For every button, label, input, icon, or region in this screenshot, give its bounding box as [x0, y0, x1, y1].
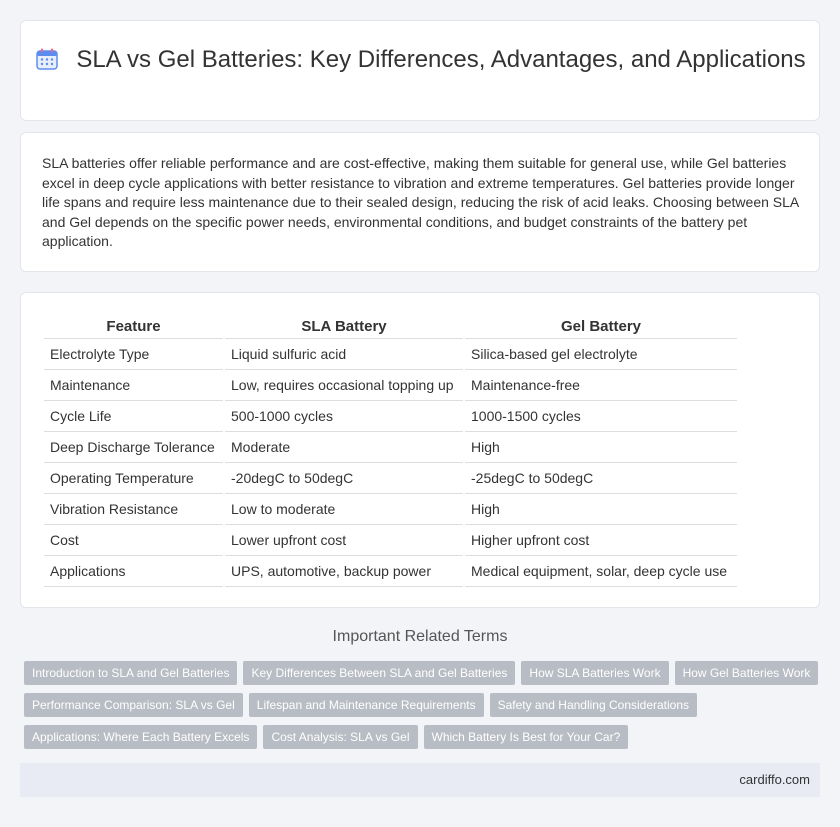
tag-row: [24, 661, 824, 693]
table-row: [44, 494, 737, 525]
page-title: [21, 45, 821, 74]
summary-text: SLA batteries offer reliable performance and are cost-effective, making them suitable for general use, while Gel batteries excel in deep cycle applications with better resistance to vibration and extreme temperatures. Gel batteries provide longer life spans and require less maintenance due to their sealed design, reducing the risk of acid leaks. Choosing between SLA and Gel depends on the specific power needs, environmental conditions, and budget constraints of the battery pet application.: [42, 155, 799, 250]
table-row: [44, 339, 737, 370]
calendar-icon: [36, 48, 58, 70]
table-cell: Low, requires occasional topping up: [225, 370, 463, 401]
table-cell: Applications: [44, 556, 223, 587]
table-cell: Moderate: [225, 432, 463, 463]
table-cell: Liquid sulfuric acid: [225, 339, 463, 370]
tag-row: [24, 725, 824, 757]
table-row: [44, 556, 737, 587]
column-header: Gel Battery: [465, 315, 737, 339]
table-cell: Low to moderate: [225, 494, 463, 525]
related-term-tag[interactable]: How Gel Batteries Work: [675, 661, 819, 685]
column-header: SLA Battery: [225, 315, 463, 339]
table-cell: Maintenance: [44, 370, 223, 401]
table-cell: Cycle Life: [44, 401, 223, 432]
summary-card: [20, 132, 820, 272]
table-cell: Operating Temperature: [44, 463, 223, 494]
table-cell: -25degC to 50degC: [465, 463, 737, 494]
related-term-tag[interactable]: Introduction to SLA and Gel Batteries: [24, 661, 237, 685]
page-title-text: SLA vs Gel Batteries: Key Differences, Advantages, and Applications: [76, 46, 806, 73]
table-cell: Deep Discharge Tolerance: [44, 432, 223, 463]
title-card: [20, 20, 820, 121]
table-row: [44, 370, 737, 401]
table-cell: 500-1000 cycles: [225, 401, 463, 432]
footer: [20, 763, 820, 797]
comparison-card: [20, 292, 820, 608]
tag-row: [24, 693, 824, 725]
related-term-tag[interactable]: Key Differences Between SLA and Gel Batteries: [243, 661, 515, 685]
table-cell: Medical equipment, solar, deep cycle use: [465, 556, 737, 587]
table-row: [44, 432, 737, 463]
table-cell: UPS, automotive, backup power: [225, 556, 463, 587]
table-row: [44, 463, 737, 494]
table-cell: Lower upfront cost: [225, 525, 463, 556]
table-header-row: [44, 315, 737, 339]
related-terms-list: [24, 661, 824, 757]
related-term-tag[interactable]: How SLA Batteries Work: [521, 661, 668, 685]
table-cell: Maintenance-free: [465, 370, 737, 401]
related-term-tag[interactable]: Cost Analysis: SLA vs Gel: [263, 725, 417, 749]
table-cell: High: [465, 494, 737, 525]
table-cell: Cost: [44, 525, 223, 556]
related-term-tag[interactable]: Performance Comparison: SLA vs Gel: [24, 693, 243, 717]
table-cell: High: [465, 432, 737, 463]
related-term-tag[interactable]: Applications: Where Each Battery Excels: [24, 725, 257, 749]
table-row: [44, 401, 737, 432]
table-row: [44, 525, 737, 556]
table-cell: Electrolyte Type: [44, 339, 223, 370]
comparison-table: [42, 315, 739, 587]
footer-site-link[interactable]: cardiffo.com: [739, 772, 810, 787]
table-cell: 1000-1500 cycles: [465, 401, 737, 432]
related-term-tag[interactable]: Which Battery Is Best for Your Car?: [424, 725, 629, 749]
related-terms-heading: Important Related Terms: [332, 628, 508, 645]
related-term-tag[interactable]: Safety and Handling Considerations: [490, 693, 697, 717]
table-cell: Vibration Resistance: [44, 494, 223, 525]
table-cell: Higher upfront cost: [465, 525, 737, 556]
table-cell: -20degC to 50degC: [225, 463, 463, 494]
table-cell: Silica-based gel electrolyte: [465, 339, 737, 370]
column-header: Feature: [44, 315, 223, 339]
related-term-tag[interactable]: Lifespan and Maintenance Requirements: [249, 693, 484, 717]
